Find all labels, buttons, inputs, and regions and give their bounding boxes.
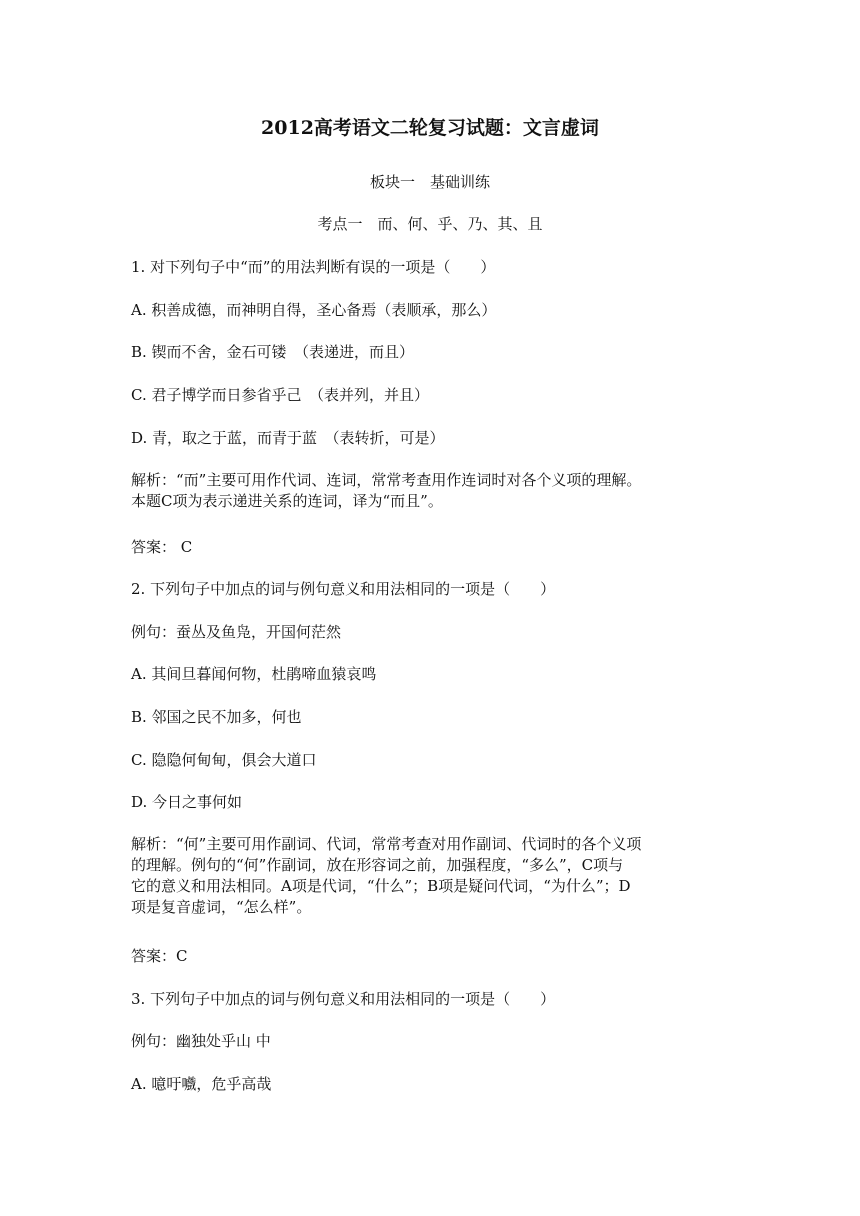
page-title: 2012高考语文二轮复习试题：文言虚词: [261, 117, 599, 139]
q2-option-d: D. 今日之事何如: [131, 793, 243, 811]
q1-option-a: A. 积善成德，而神明自得，圣心备焉（表顺承，那么）: [131, 301, 497, 319]
q1-answer: 答案： C: [131, 538, 193, 556]
q2-option-b: B. 邻国之民不加多，何也: [131, 708, 302, 726]
q1-analysis-line: 本题C项为表示递进关系的连词，译为“而且”。: [131, 492, 443, 510]
q3-option-a: A. 噫吁嚱，危乎高哉: [131, 1075, 272, 1093]
q2-analysis-line: 它的意义和用法相同。A项是代词，“什么”；B项是疑问代词，“为什么”；D: [131, 877, 631, 895]
q2-analysis-line: 解析：“何”主要可用作副词、代词，常常考查对用作副词、代词时的各个义项: [131, 835, 642, 853]
q1-option-d: D. 青，取之于蓝，而青于蓝 （表转折，可是）: [131, 429, 445, 447]
topic-heading: 考点一 而、何、乎、乃、其、且: [317, 215, 543, 233]
q1-stem: 1. 对下列句子中“而”的用法判断有误的一项是（ ）: [131, 258, 496, 276]
q1-option-c: C. 君子博学而日参省乎己 （表并列，并且）: [131, 386, 429, 404]
q2-option-a: A. 其间旦暮闻何物，杜鹃啼血猿哀鸣: [131, 665, 377, 683]
q3-stem: 3. 下列句子中加点的词与例句意义和用法相同的一项是（ ）: [131, 990, 556, 1008]
q3-example: 例句：幽独处乎山 中: [131, 1032, 271, 1050]
q2-analysis-line: 的理解。例句的“何”作副词，放在形容词之前，加强程度，“多么”，C项与: [131, 856, 624, 874]
q2-stem: 2. 下列句子中加点的词与例句意义和用法相同的一项是（ ）: [131, 580, 556, 598]
q1-analysis: [131, 470, 741, 512]
q2-option-c: C. 隐隐何甸甸，俱会大道口: [131, 751, 317, 769]
q2-example: 例句：蚕丛及鱼凫，开国何茫然: [131, 623, 342, 641]
q2-answer: 答案：C: [131, 947, 188, 965]
q1-analysis-line: 解析：“而”主要可用作代词、连词，常常考查用作连词时对各个义项的理解。: [131, 471, 642, 489]
q2-analysis-line: 项是复音虚词，“怎么样”。: [131, 898, 312, 916]
section-heading: 板块一 基础训练: [369, 173, 490, 191]
q2-analysis: [131, 834, 741, 918]
q1-option-b: B. 锲而不舍，金石可镂 （表递进，而且）: [131, 343, 415, 361]
